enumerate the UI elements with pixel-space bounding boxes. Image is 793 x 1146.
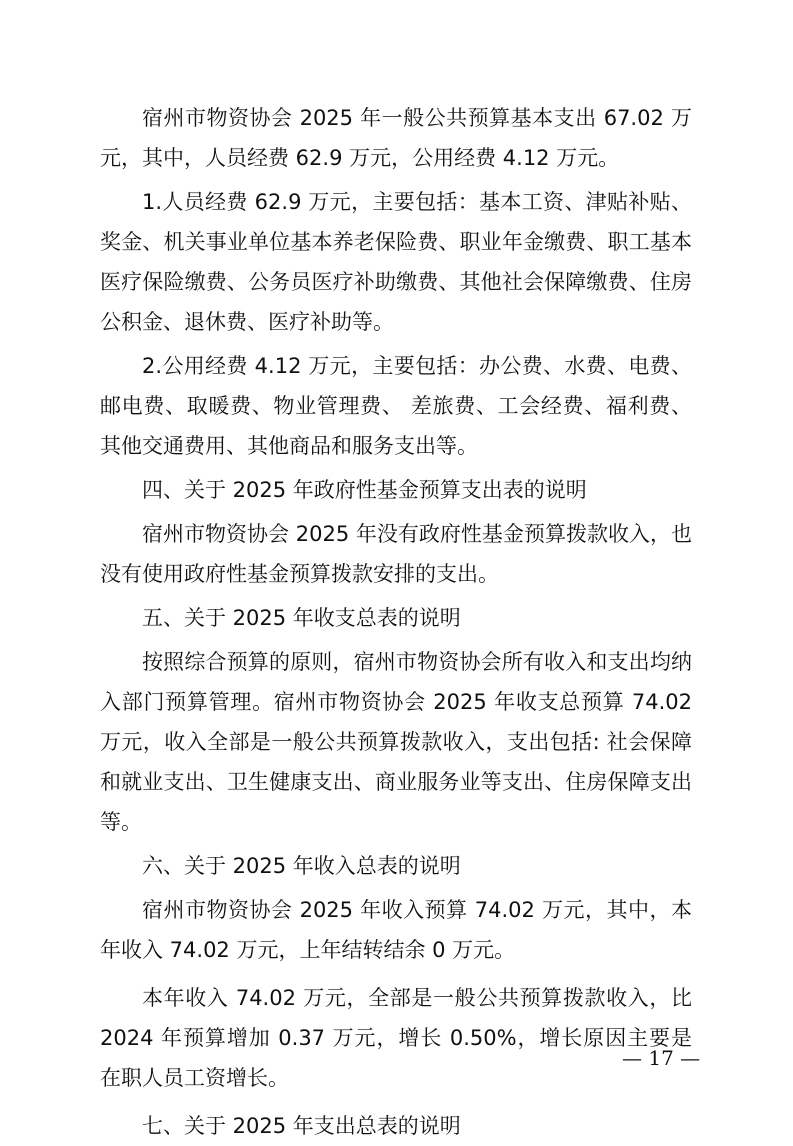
paragraph-government-fund: 宿州市物资协会 2025 年没有政府性基金预算拨款收入，也没有使用政府性基金预算拨款安排的支出。 [100,522,692,586]
paragraph-income-growth: 本年收入 74.02 万元，全部是一般公共预算拨款收入，比 2024 年预算增加 0.37 万元，增长 0.50%，增长原因主要是在职人员工资增长。 [100,986,692,1090]
paragraph-personnel-expenses: 1.人员经费 62.9 万元，主要包括：基本工资、津贴补贴、奖金、机关事业单位基本养老保险费、职业年金缴费、职工基本医疗保险缴费、公务员医疗补助缴费、其他社会保障缴费、住房公积金、退休费、医疗补助等。 [100,190,692,334]
heading-section-5: 五、关于 2025 年收支总表的说明 [142,606,461,630]
heading-section-6: 六、关于 2025 年收入总表的说明 [142,854,461,878]
paragraph-income-expenditure-summary: 按照综合预算的原则，宿州市物资协会所有收入和支出均纳入部门预算管理。宿州市物资协会 2025 年收支总预算 74.02 万元，收入全部是一般公共预算拨款收入，支出包括: 社会保障和就业支出、卫生健康支出、商业服务业等支出、住房保障支出等。 [100,650,692,834]
paragraph-income-budget: 宿州市物资协会 2025 年收入预算 74.02 万元，其中，本年收入 74.02 万元，上年结转结余 0 万元。 [100,898,692,962]
paragraph-basic-expenditure: 宿州市物资协会 2025 年一般公共预算基本支出 67.02 万元，其中，人员经费 62.9 万元，公用经费 4.12 万元。 [100,106,692,170]
heading-section-4: 四、关于 2025 年政府性基金预算支出表的说明 [142,478,587,502]
page-number: — 17 — [622,1046,701,1070]
heading-section-7: 七、关于 2025 年支出总表的说明 [142,1114,461,1138]
paragraph-public-expenses: 2.公用经费 4.12 万元，主要包括：办公费、水费、电费、邮电费、取暖费、物业管理费、 差旅费、工会经费、福利费、其他交通费用、其他商品和服务支出等。 [100,354,692,458]
document-body [100,98,692,1146]
